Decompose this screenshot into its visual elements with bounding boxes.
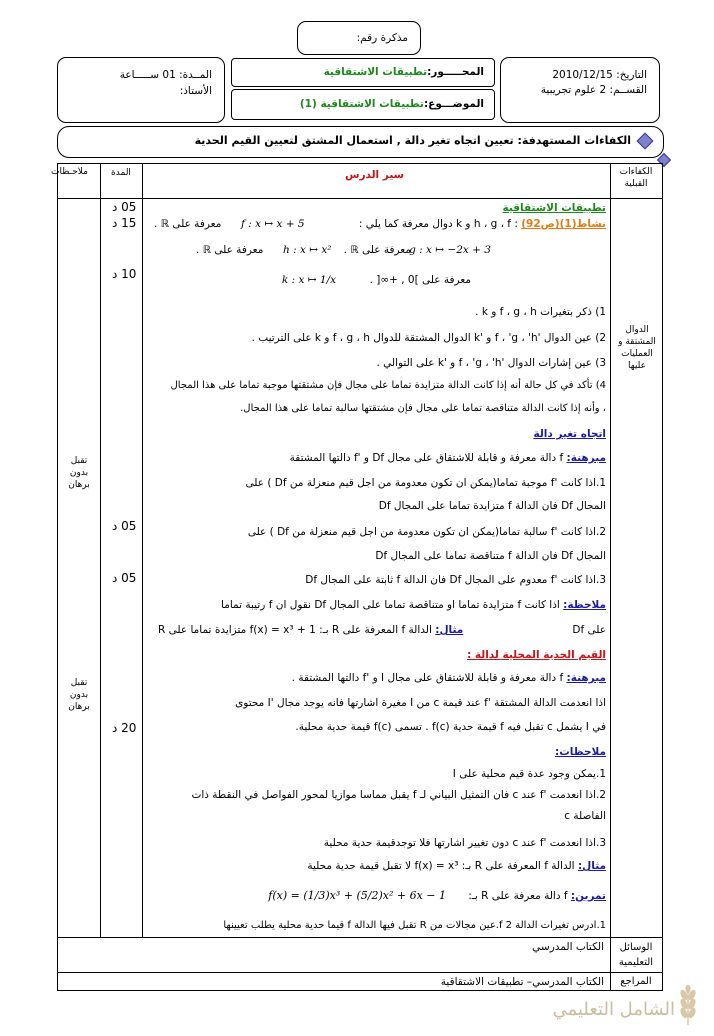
topic-value: تطبيقات الاشتقاقية (1) — [299, 98, 424, 110]
section1-title: اتجاه تغير دالة — [533, 428, 606, 440]
theorem1-p3: 3.اذا كانت 'f معدوم على المجال Df فان الدالة f ثابتة على المجال Df — [305, 574, 606, 586]
means-label: الوسائل التعليمية — [618, 942, 654, 968]
topic-label: الموضـــوع: — [423, 98, 484, 110]
example1-text: الدالة f المعرفة على R بـ: f(x) = x³ + 1 متزايدة تماما على R — [158, 624, 432, 636]
activity-label: نشاط(1)(ص92) — [521, 218, 606, 230]
header-notes: ملاحـظات — [51, 167, 88, 177]
duration-4: 05 د — [112, 519, 137, 533]
lesson-title: تطبيقات الاشتقاقية — [502, 202, 606, 214]
theorem2-text: f دالة معرفة و قابلة للاشتقاق على مجال I و 'f دالتها المشتقة . — [291, 672, 564, 684]
k-domain: معرفة على ]0 , +∞[ . — [369, 274, 471, 286]
remark-1: 1.يمكن وجود عدة قيم محلية على I — [452, 768, 606, 780]
topic-line — [300, 97, 484, 111]
section2-title: القيم الحدية المحلية لدالة : — [467, 649, 606, 661]
question-2: 2) عين الدوال 'f ، 'g ، 'h و 'k الدوال المشتقة للدوال f ، g ، h و k على الترتيب . — [251, 332, 606, 344]
axis-label: المحـــــور: — [427, 66, 484, 78]
f-domain: معرفة على ℝ . — [154, 218, 222, 230]
question-1: 1) ذكر بتغيرات f ، g ، h و k . — [475, 306, 606, 318]
theorem2-p2: في I يشمل c تقبل فيه f قيمة حدية f(c) . تسمى f(c) قيمة حدية محلية. — [295, 721, 606, 733]
remark-text-2: على Df — [572, 624, 606, 636]
remark-line — [221, 598, 606, 612]
diamond-icon — [637, 133, 654, 150]
theorem2-line — [292, 671, 606, 685]
question-4a: 4) تأكد في كل حالة أنه إذا كانت الدالة متزايدة تماما على مجال فإن مشتقتها موجبة تماما على هذا المجال — [170, 380, 606, 391]
exercise-label: تمرين: — [570, 890, 606, 902]
duration-5: 05 د — [112, 571, 137, 585]
duration-6: 20 د — [112, 721, 137, 735]
example2-line — [307, 859, 606, 873]
h-domain: معرفة على ℝ . — [196, 244, 264, 256]
activity-line — [359, 217, 606, 231]
example2-label: مثال: — [577, 860, 606, 872]
remark-3: 3.اذا انعدمت 'f عند c دون تغيير اشارتها فلا توجدقيمة حدية محلية — [323, 837, 606, 849]
header-progress: سير الدرس — [345, 169, 404, 181]
remarks-label: ملاحظات: — [555, 746, 606, 758]
duration-1: 05 د — [112, 200, 137, 214]
teacher-box — [57, 57, 225, 123]
f-formula: f : x ↦ x + 5 — [241, 218, 305, 230]
competencies-line — [195, 134, 631, 148]
theorem2-label: مبرهنة: — [566, 672, 606, 684]
duration-2: 15 د — [112, 216, 137, 230]
competencies-label: الكفاءات المستهدفة: — [517, 134, 631, 147]
header-prior: الكفاءات القبلية — [619, 167, 653, 189]
theorem1-text: f دالة معرفة و قابلة للاشتقاق على مجال Df و 'f دالتها المشتقة — [289, 452, 564, 464]
question-3: 3) عين إشارات الدوال 'f ، 'g ، 'h و 'k على التوالي . — [376, 357, 606, 369]
remark-text: اذا كانت f متزايدة تماما او متناقصة تماما على المجال Df نقول ان f رتيبة تماما — [221, 599, 560, 611]
exercise-function: f(x) = (1/3)x³ + (5/2)x² + 6x − 1 — [268, 889, 446, 902]
watermark-text: الشامل التعليمي — [552, 999, 675, 1020]
question-4b: ، وأنه إذا كانت الدالة متناقصة تماما على مجال فإن مشتقتها سالبة تماما على هذا المجال. — [240, 403, 606, 414]
header-duration: المدة — [111, 168, 131, 178]
refs-value: الكتاب المدرسي– تطبيقات الاشتقاقية — [440, 976, 604, 988]
topic-box — [231, 89, 495, 120]
watermark-logo — [535, 985, 705, 1030]
theorem1-p2a: 2.اذا كانت 'f سالبة تماما(يمكن ان تكون معدومة من اجل قيم منعزلة من Df ) على — [247, 526, 606, 538]
remark-2a: 2.اذا انعدمت 'f عند c فان التمثيل البياني لـ f يقبل مماسا موازيا لمحور الفواصل في النقطة ذات — [191, 789, 606, 801]
date-box — [500, 57, 660, 123]
theorem2-p1: اذا انعدمت الدالة المشتقة 'f عند قيمة c من I مغيرة اشارتها فانه يوجد مجال 'I محتوى — [235, 697, 606, 709]
exercise-question: 1.ادرس تغيرات الدالة f 2.عين مجالات من R تقبل فيها الدالة f قيما حدية محلية يطلب تعيينها — [223, 920, 606, 931]
h-formula: h : x ↦ x² — [283, 244, 332, 256]
memo-box — [297, 21, 421, 55]
k-formula: k : x ↦ 1/x — [281, 274, 336, 286]
lesson-content — [146, 199, 606, 936]
note-1: تقبل بدون برهان — [68, 456, 90, 490]
remark-label: ملاحظة: — [563, 599, 606, 611]
means-value: الكتاب المدرسي — [532, 941, 604, 953]
axis-box — [231, 58, 495, 87]
theorem1-p1a: 1.اذا كانت 'f موجبة تماما(يمكن ان تكون معدومة من اجل قيم منعزلة من Df ) على — [245, 477, 606, 489]
memo-label: مذكرة رقم: — [356, 32, 408, 44]
competencies-box — [57, 126, 664, 158]
theorem1-line — [290, 451, 606, 465]
example1-line — [158, 623, 463, 637]
theorem1-label: مبرهنة: — [566, 452, 606, 464]
prior-competencies: الدوال المشتقة و العمليات عليها — [618, 325, 656, 371]
class-text: القســم: 2 علوم تجريبية — [540, 84, 647, 96]
theorem1-p2b: المجال Df فان الدالة f متناقصة تماما على المجال Df — [375, 550, 606, 562]
duration-3: 10 د — [112, 267, 137, 281]
competencies-text: تعيين اتجاه تغير دالة , استعمال المشتق لتعيين القيم الحدية — [194, 134, 514, 147]
activity-intro: : h ، g ، f و k دوال معرفة كما يلي : — [358, 218, 518, 230]
note-2: تقبل بدون برهان — [68, 678, 90, 712]
teacher-label: الأستاذ: — [179, 85, 212, 97]
theorem1-p1b: المجال Df فان الدالة f متزايدة تماما على المجال Df — [378, 500, 606, 512]
g-domain: معرفة على ℝ . — [343, 244, 411, 256]
axis-value: تطبيقات الاشتقاقية — [323, 66, 428, 78]
example1-label: مثال: — [435, 624, 464, 636]
axis-line — [324, 65, 484, 79]
duration-text: المــدة: 01 ســـــاعة — [119, 69, 212, 81]
example2-text: الدالة f المعرفة على R بـ: f(x) = x³ لا تقبل قيمة حدية محلية — [307, 860, 575, 872]
exercise-text: f دالة معرفة على R بـ: — [468, 890, 568, 902]
refs-label: المراجع — [620, 976, 652, 987]
g-formula: g : x ↦ −2x + 3 — [409, 244, 491, 256]
remark-2b: الفاصلة c — [564, 810, 606, 822]
exercise-line — [468, 889, 606, 903]
date-text: التاريخ: 2010/12/15 — [552, 69, 647, 81]
